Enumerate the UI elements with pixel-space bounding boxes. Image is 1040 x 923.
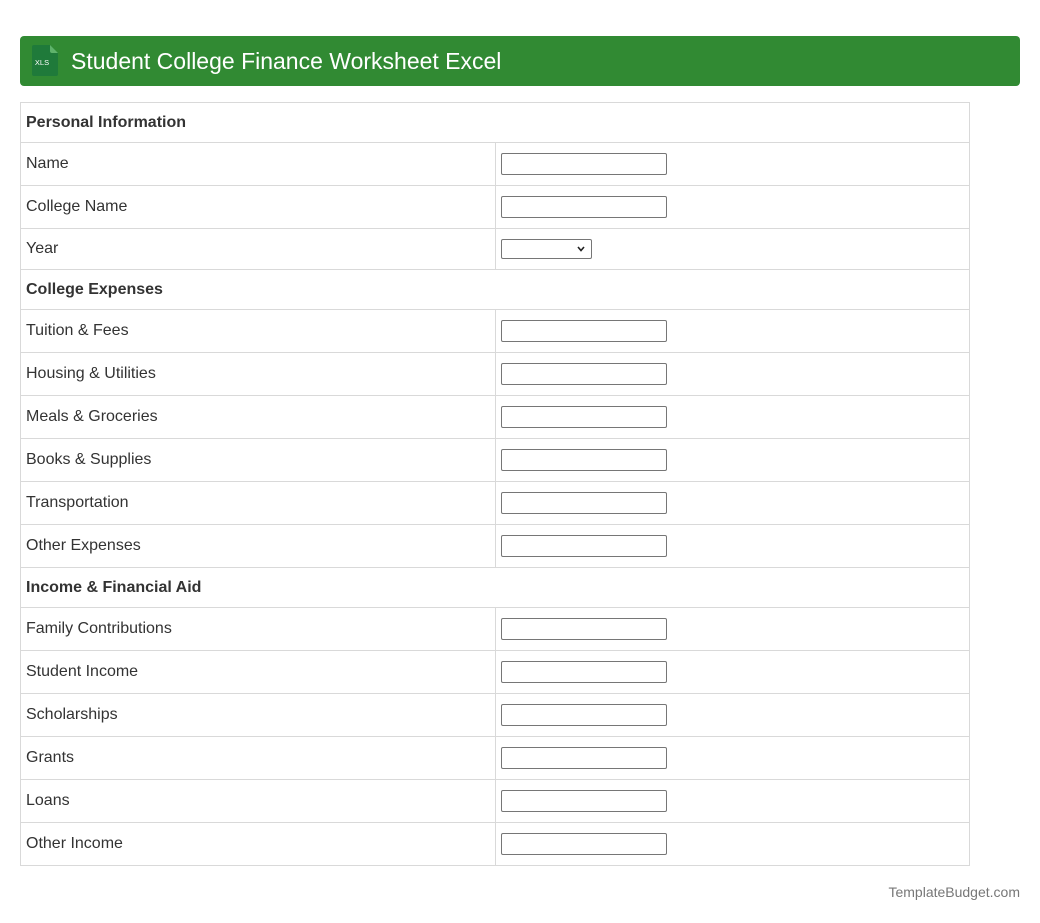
field-label-other-income: Other Income [21, 823, 496, 866]
transportation-input[interactable] [501, 492, 667, 514]
college-name-input[interactable] [501, 196, 667, 218]
title-bar [20, 36, 1020, 86]
year-select[interactable] [501, 239, 592, 259]
field-cell [495, 608, 970, 651]
form-row-student-income [21, 651, 970, 694]
section-header-row [21, 270, 970, 310]
form-row-scholarships [21, 694, 970, 737]
section-heading-income-financial-aid: Income & Financial Aid [21, 568, 970, 608]
tuition-fees-input[interactable] [501, 320, 667, 342]
other-expenses-input[interactable] [501, 535, 667, 557]
form-row-other-income [21, 823, 970, 866]
grants-input[interactable] [501, 747, 667, 769]
form-row-other-expenses [21, 525, 970, 568]
section-heading-personal-information: Personal Information [21, 103, 970, 143]
field-cell [495, 143, 970, 186]
form-row-tuition-fees [21, 310, 970, 353]
field-label-student-income: Student Income [21, 651, 496, 694]
form-row-college-name [21, 186, 970, 229]
field-cell [495, 229, 970, 270]
form-row-year [21, 229, 970, 270]
field-label-books-supplies: Books & Supplies [21, 439, 496, 482]
family-contributions-input[interactable] [501, 618, 667, 640]
form-row-grants [21, 737, 970, 780]
field-cell [495, 186, 970, 229]
field-cell [495, 482, 970, 525]
loans-input[interactable] [501, 790, 667, 812]
section-header-row [21, 103, 970, 143]
books-supplies-input[interactable] [501, 449, 667, 471]
chevron-down-icon [577, 246, 585, 252]
excel-file-icon [32, 45, 58, 76]
field-label-family-contributions: Family Contributions [21, 608, 496, 651]
form-row-loans [21, 780, 970, 823]
form-row-name [21, 143, 970, 186]
field-cell [495, 353, 970, 396]
meals-groceries-input[interactable] [501, 406, 667, 428]
field-label-other-expenses: Other Expenses [21, 525, 496, 568]
field-label-loans: Loans [21, 780, 496, 823]
field-cell [495, 694, 970, 737]
field-label-college-name: College Name [21, 186, 496, 229]
footer-credit-link[interactable]: TemplateBudget.com [888, 884, 1020, 900]
field-label-grants: Grants [21, 737, 496, 780]
field-cell [495, 737, 970, 780]
field-cell [495, 396, 970, 439]
field-cell [495, 780, 970, 823]
xls-icon-label: XLS [34, 58, 50, 67]
field-label-tuition-fees: Tuition & Fees [21, 310, 496, 353]
section-header-row [21, 568, 970, 608]
form-row-housing-utilities [21, 353, 970, 396]
field-label-year: Year [21, 229, 496, 270]
form-row-books-supplies [21, 439, 970, 482]
housing-utilities-input[interactable] [501, 363, 667, 385]
field-cell [495, 823, 970, 866]
field-label-meals-groceries: Meals & Groceries [21, 396, 496, 439]
field-label-housing-utilities: Housing & Utilities [21, 353, 496, 396]
form-row-meals-groceries [21, 396, 970, 439]
field-cell [495, 310, 970, 353]
other-income-input[interactable] [501, 833, 667, 855]
form-row-transportation [21, 482, 970, 525]
field-label-transportation: Transportation [21, 482, 496, 525]
student-income-input[interactable] [501, 661, 667, 683]
worksheet-form-table [20, 102, 970, 866]
scholarships-input[interactable] [501, 704, 667, 726]
page-title: Student College Finance Worksheet Excel [71, 48, 502, 74]
field-label-scholarships: Scholarships [21, 694, 496, 737]
field-cell [495, 525, 970, 568]
section-heading-college-expenses: College Expenses [21, 270, 970, 310]
field-label-name: Name [21, 143, 496, 186]
name-input[interactable] [501, 153, 667, 175]
field-cell [495, 651, 970, 694]
form-row-family-contributions [21, 608, 970, 651]
field-cell [495, 439, 970, 482]
